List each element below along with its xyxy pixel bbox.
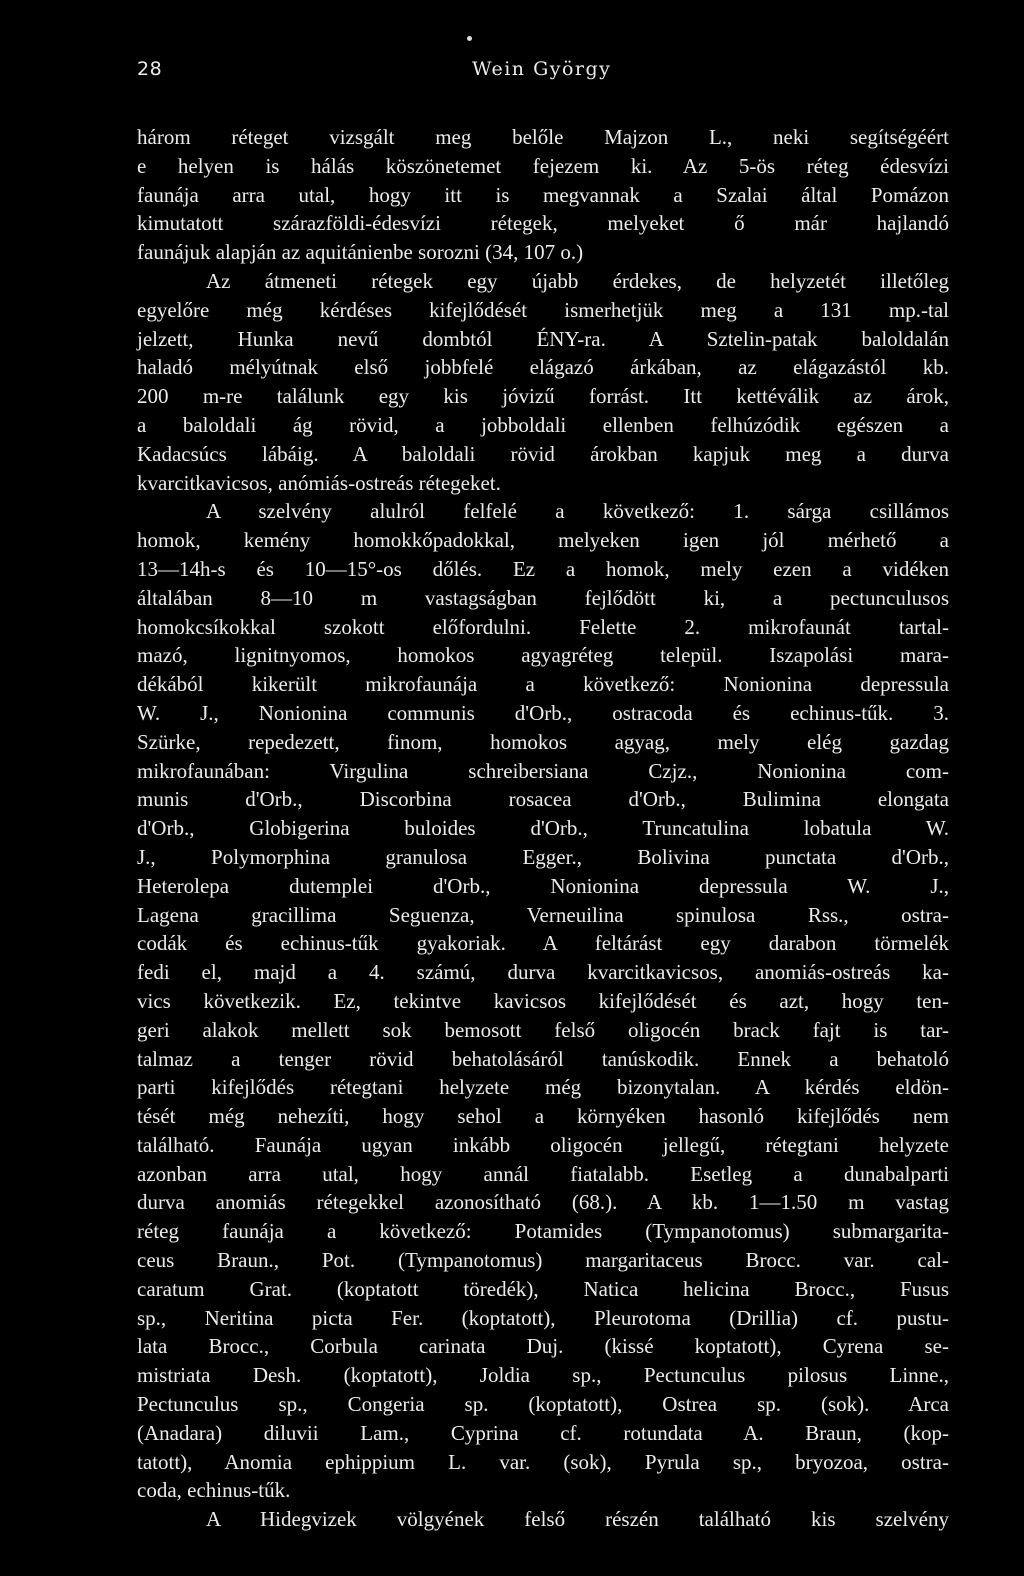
text-line: mikrofaunában: Virgulina schreibersiana Czjz., Nonionina com-	[137, 758, 949, 783]
text-line: fedi el, majd a 4. számú, durva kvarcitkavicsos, anomiás-ostreás ka-	[137, 960, 949, 985]
text-line: haladó mélyútnak első jobbfelé elágazó árkában, az elágazástól kb.	[137, 355, 949, 380]
text-line: a baloldali ág rövid, a jobboldali ellenben felhúzódik egészen a	[137, 412, 949, 437]
text-line: durva anomiás rétegekkel azonosítható (68.). A kb. 1—1.50 m vastag	[137, 1190, 949, 1215]
text-line: kvarcitkavicsos, anómiás-ostreás rétegeket.	[137, 470, 501, 495]
text-line: (Anadara) diluvii Lam., Cyprina cf. rotundata A. Braun, (kop-	[137, 1420, 949, 1445]
text-line: codák és echinus-tűk gyakoriak. A feltárást egy darabon törmelék	[137, 931, 949, 956]
text-line: Kadacsúcs lábáig. A baloldali rövid árokban kapjuk meg a durva	[137, 441, 949, 466]
text-line: mistriata Desh. (koptatott), Joldia sp., Pectunculus pilosus Linne.,	[137, 1363, 949, 1388]
text-line: tését még nehezíti, hogy sehol a környéken hasonló kifejlődés nem	[137, 1104, 949, 1129]
running-head-author: Wein György	[472, 58, 612, 80]
text-line: 13—14h-s és 10—15°-os dőlés. Ez a homok, mely ezen a vidéken	[137, 556, 949, 581]
text-line: található. Faunája ugyan inkább oligocén jellegű, rétegtani helyzete	[137, 1132, 949, 1157]
text-line: ceus Braun., Pot. (Tympanotomus) margaritaceus Brocc. var. cal-	[137, 1248, 949, 1273]
text-line: tatott), Anomia ephippium L. var. (sok), Pyrula sp., bryozoa, ostra-	[137, 1449, 949, 1474]
text-line: caratum Grat. (koptatott töredék), Natica helicina Brocc., Fusus	[137, 1276, 949, 1301]
text-line: geri alakok mellett sok bemosott felső oligocén brack fajt is tar-	[137, 1017, 949, 1042]
text-line: A szelvény alulról felfelé a következő: 1. sárga csillámos	[206, 499, 949, 524]
text-line: dékából kikerült mikrofaunája a következő: Nonionina depressula	[137, 672, 949, 697]
text-line: általában 8—10 m vastagságban fejlődött ki, a pectunculusos	[137, 585, 949, 610]
text-line: lata Brocc., Corbula carinata Duj. (kissé koptatott), Cyrena se-	[137, 1334, 949, 1359]
text-line: faunájuk alapján az aquitánienbe sorozni (34, 107 o.)	[137, 240, 584, 265]
text-line: J., Polymorphina granulosa Egger., Bolivina punctata d'Orb.,	[137, 844, 949, 869]
text-line: munis d'Orb., Discorbina rosacea d'Orb., Bulimina elongata	[137, 787, 949, 812]
text-line: homok, kemény homokkőpadokkal, melyeken igen jól mérhető a	[137, 528, 949, 553]
text-line: azonban arra utal, hogy annál fiatalabb. Esetleg a dunabalparti	[137, 1161, 949, 1186]
text-line: 200 m-re találunk egy kis jóvizű forrást. Itt kettéválik az árok,	[137, 384, 949, 409]
text-line: homokcsíkokkal szokott előfordulni. Felette 2. mikrofaunát tartal-	[137, 614, 949, 639]
page-header	[137, 58, 949, 88]
text-line: A Hidegvizek völgyének felső részén található kis szelvény	[206, 1507, 949, 1532]
text-line: sp., Neritina picta Fer. (koptatott), Pleurotoma (Drillia) cf. pustu-	[137, 1305, 949, 1330]
text-line: coda, echinus-tűk.	[137, 1478, 291, 1503]
text-line: Lagena gracillima Seguenza, Verneuilina spinulosa Rss., ostra-	[137, 902, 949, 927]
text-line: mazó, lignitnyomos, homokos agyagréteg települ. Iszapolási mara-	[137, 643, 949, 668]
print-speck	[467, 36, 472, 41]
text-line: W. J., Nonionina communis d'Orb., ostracoda és echinus-tűk. 3.	[137, 700, 949, 725]
text-line: d'Orb., Globigerina buloides d'Orb., Truncatulina lobatula W.	[137, 816, 949, 841]
text-line: réteg faunája a következő: Potamides (Tympanotomus) submargarita-	[137, 1219, 949, 1244]
text-line: három réteget vizsgált meg belőle Majzon L., neki segítségéért	[137, 125, 949, 149]
body-text	[137, 123, 949, 1534]
text-line: Szürke, repedezett, finom, homokos agyag, mely elég gazdag	[137, 729, 949, 754]
text-line: talmaz a tenger rövid behatolásáról tanúskodik. Ennek a behatoló	[137, 1046, 949, 1071]
text-line: faunája arra utal, hogy itt is megvannak a Szalai által Pomázon	[137, 182, 949, 207]
text-line: Pectunculus sp., Congeria sp. (koptatott), Ostrea sp. (sok). Arca	[137, 1392, 949, 1417]
text-line: Heterolepa dutemplei d'Orb., Nonionina depressula W. J.,	[137, 873, 949, 898]
page-number: 28	[137, 58, 163, 80]
text-line: parti kifejlődés rétegtani helyzete még bizonytalan. A kérdés eldön-	[137, 1075, 949, 1100]
text-line: vics következik. Ez, tekintve kavicsos kifejlődését és azt, hogy ten-	[137, 988, 949, 1013]
text-line: Az átmeneti rétegek egy újabb érdekes, de helyzetét illetőleg	[206, 268, 949, 293]
text-line: egyelőre még kérdéses kifejlődését ismerhetjük meg a 131 mp.-tal	[137, 297, 949, 322]
text-line: jelzett, Hunka nevű dombtól ÉNY-ra. A Sztelin-patak baloldalán	[137, 326, 949, 351]
text-line: kimutatott szárazföldi-édesvízi rétegek, melyeket ő már hajlandó	[137, 211, 949, 236]
text-line: e helyen is hálás köszönetemet fejezem ki. Az 5-ös réteg édesvízi	[137, 153, 949, 178]
